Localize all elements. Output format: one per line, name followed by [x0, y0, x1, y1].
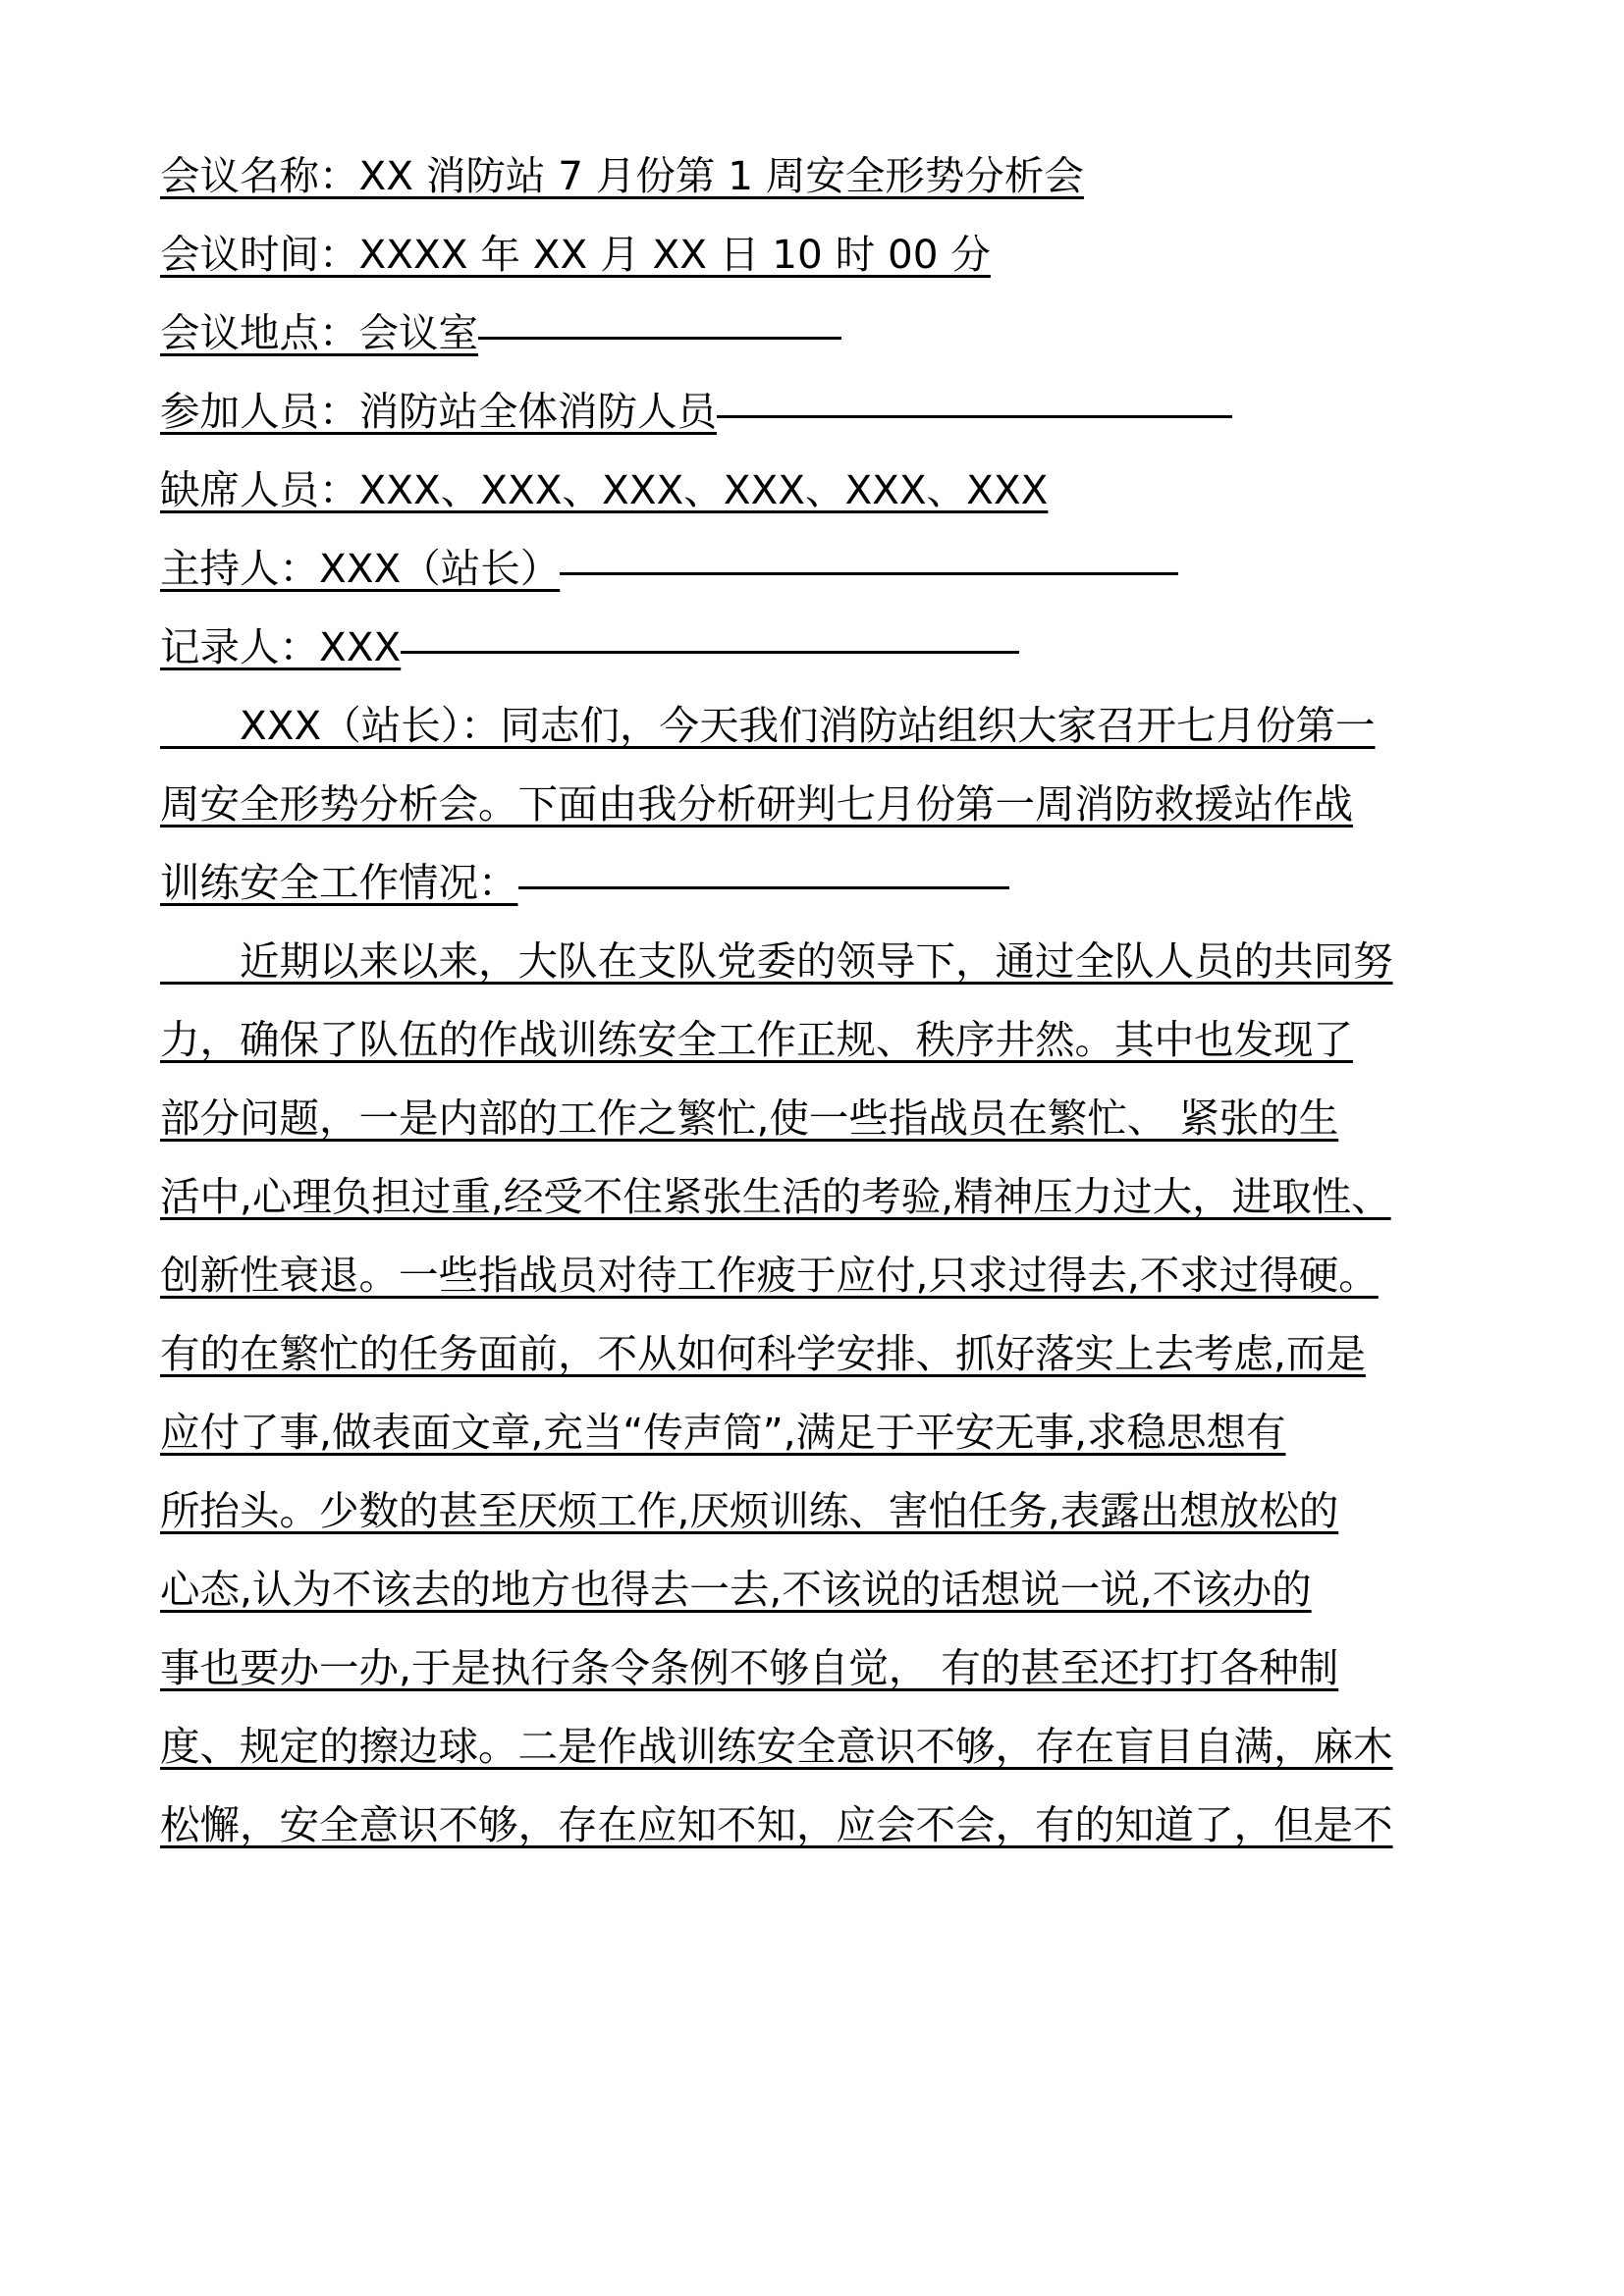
field-attendees-text: 参加人员：消防站全体消防人员 — [160, 388, 717, 435]
paragraph-line: 心态,认为不该去的地方也得去一去,不该说的话想说一说,不该办的 — [160, 1566, 1312, 1613]
paragraph-line-text: 训练安全工作情况： — [160, 859, 518, 906]
paragraph-line: 应付了事,做表面文章,充当“传声筒”,满足于平安无事,求稳思想有 — [160, 1409, 1286, 1456]
field-recorder-text: 记录人：XXX — [160, 623, 402, 670]
field-meeting-name — [160, 136, 1466, 215]
field-meeting-place-text: 会议地点：会议室 — [160, 309, 478, 356]
paragraph-line: 所抬头。少数的甚至厌烦工作,厌烦训练、害怕任务,表露出想放松的 — [160, 1487, 1339, 1534]
field-host-text: 主持人：XXX（站长） — [160, 545, 561, 592]
field-recorder — [160, 608, 1466, 686]
field-host-rule — [560, 572, 1178, 575]
field-meeting-time-text: 会议时间：XXXX 年 XX 月 XX 日 10 时 00 分 — [160, 231, 991, 278]
field-host — [160, 529, 1466, 608]
field-absentees — [160, 451, 1466, 529]
paragraph-line: 创新性衰退。一些指战员对待工作疲于应付,只求过得去,不求过得硬。 — [160, 1252, 1379, 1299]
paragraph-line: XXX（站长）：同志们，今天我们消防站组织大家召开七月份第一 — [160, 702, 1376, 749]
paragraph-line: 有的在繁忙的任务面前，不从如何科学安排、抓好落实上去考虑,而是 — [160, 1330, 1366, 1377]
paragraph-line: 近期以来以来，大队在支队党委的领导下，通过全队人员的共同努 — [160, 937, 1393, 985]
paragraph-line-rule — [518, 886, 1009, 889]
field-absentees-text: 缺席人员：XXX、XXX、XXX、XXX、XXX、XXX — [160, 466, 1049, 513]
field-recorder-rule — [401, 651, 1019, 654]
paragraph-line: 周安全形势分析会。下面由我分析研判七月份第一周消防救援站作战 — [160, 780, 1353, 828]
field-meeting-place — [160, 294, 1466, 372]
paragraph-line: 事也要办一办,于是执行条令条例不够自觉， 有的甚至还打打各种制 — [160, 1644, 1339, 1691]
paragraph-line: 松懈，安全意识不够，存在应知不知，应会不会，有的知道了，但是不 — [160, 1801, 1393, 1848]
paragraph-line: 力，确保了队伍的作战训练安全工作正规、秩序井然。其中也发现了 — [160, 1016, 1353, 1063]
paragraph-line: 部分问题，一是内部的工作之繁忙,使一些指战员在繁忙、 紧张的生 — [160, 1095, 1339, 1142]
field-meeting-place-rule — [478, 337, 841, 340]
field-meeting-name-text: 会议名称：XX 消防站 7 月份第 1 周安全形势分析会 — [160, 152, 1084, 199]
paragraph-line: 活中,心理负担过重,经受不住紧张生活的考验,精神压力过大，进取性、 — [160, 1173, 1391, 1220]
field-meeting-time — [160, 215, 1466, 294]
field-attendees — [160, 372, 1466, 451]
paragraph-line — [160, 843, 1466, 922]
paragraph-line: 度、规定的擦边球。二是作战训练安全意识不够，存在盲目自满，麻木 — [160, 1723, 1393, 1770]
document-body — [160, 136, 1466, 1864]
field-attendees-rule — [717, 415, 1232, 418]
